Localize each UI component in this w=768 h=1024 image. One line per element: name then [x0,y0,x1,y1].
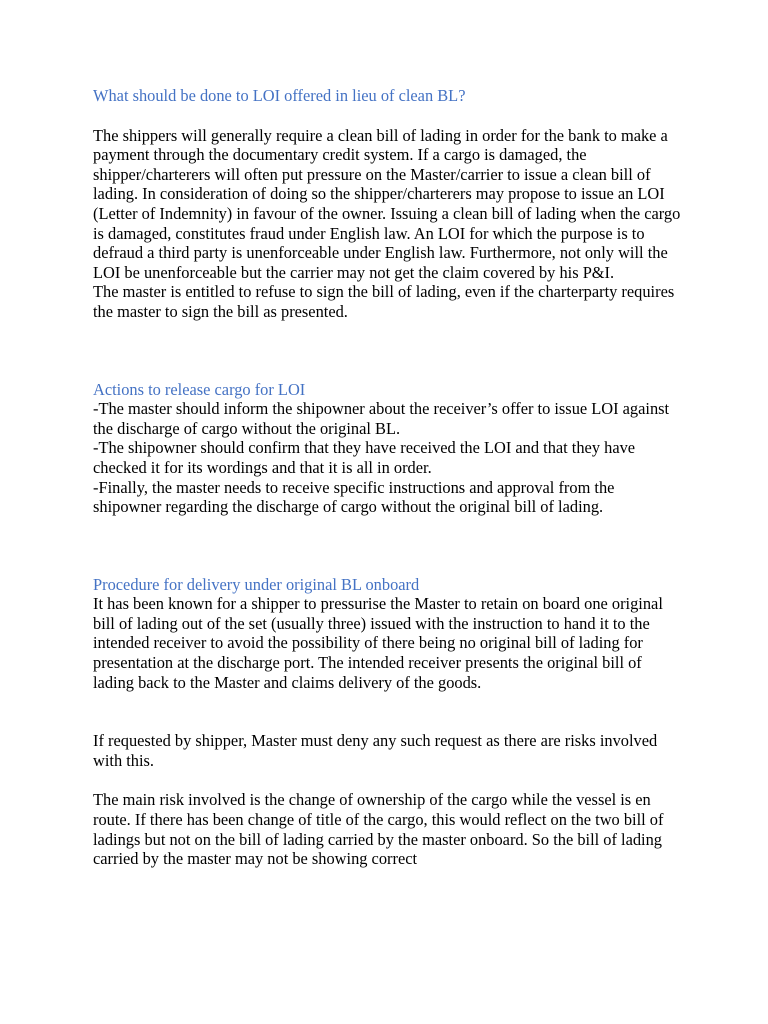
section-heading-delivery-procedure: Procedure for delivery under original BL onboard [93,574,420,594]
paragraph-clean-bl-pressure: The shippers will generally require a clean bill of lading in order for the bank to make a payment through the documentary credit system. If a cargo is damaged, the shipper/charterers will often put pressure on the Master/carrier to issue a clean bill of lading. In consideration of doing so the shipper/charterers may propose to issue an LOI (Letter of Indemnity) in favour of the owner. Issuing a clean bill of lading when the cargo is damaged, constitutes fraud under English law. An LOI for which the purpose is to defraud a third party is unenforceable under English law. Furthermore, not only will the LOI be unenforceable but the carrier may not get the claim covered by his P&I. [93,125,681,282]
section-heading-loi-clean-bl: What should be done to LOI offered in lieu of clean BL? [93,86,466,105]
list-item-inform-shipowner: -The master should inform the shipowner about the receiver’s offer to issue LOI against the discharge of cargo without the original BL. [93,399,670,438]
paragraph-deny-request: If requested by shipper, Master must deny any such request as there are risks involved with this. [93,731,658,770]
spacer [93,692,683,731]
spacer [93,106,683,126]
list-item-confirm-loi: -The shipowner should confirm that they have received the LOI and that they have checked it for its wordings and that it is all in order. [93,438,636,477]
paragraph-retain-original-bl: It has been known for a shipper to pressurise the Master to retain on board one original bill of lading out of the set (usually three) issued with the instruction to hand it to the intended receiver to avoid the possibility of there being no original bill of lading for presentation at the discharge port. The intended receiver presents the original bill of lading back to the Master and claims delivery of the goods. [93,594,663,692]
document-page [93,86,683,869]
list-item-receive-instructions: -Finally, the master needs to receive specific instructions and approval from the shipowner regarding the discharge of cargo without the original bill of lading. [93,477,615,517]
paragraph-master-refuse: The master is entitled to refuse to sign the bill of lading, even if the charterparty requires the master to sign the bill as presented. [93,282,675,321]
spacer [93,770,683,790]
section-heading-release-cargo: Actions to release cargo for LOI [93,379,306,399]
paragraph-main-risk: The main risk involved is the change of ownership of the cargo while the vessel is en route. If there has been change of title of the cargo, this would reflect on the two bill of ladings but not on the bill of lading carried by the master onboard. So the bill of lading carried by the master may not be showing correct [93,790,664,869]
spacer [93,322,683,380]
spacer [93,517,683,575]
